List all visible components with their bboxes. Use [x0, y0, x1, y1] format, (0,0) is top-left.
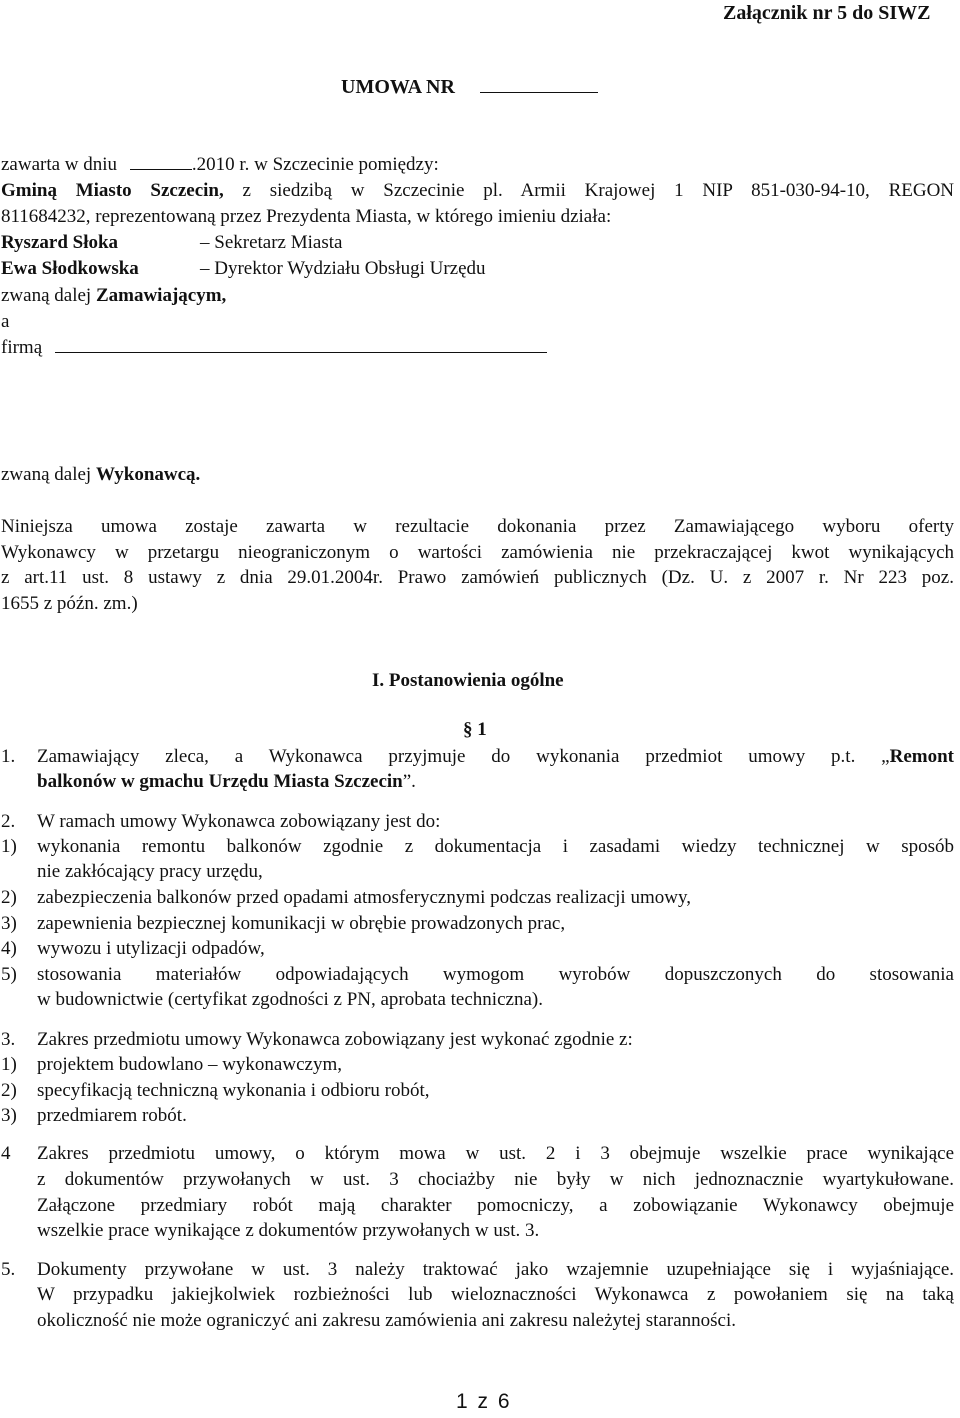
- list-item-number: 2): [1, 1080, 17, 1101]
- point-3-text: Zakres przedmiotu umowy Wykonawca zobowiązany jest wykonać zgodnie z:: [37, 1029, 633, 1050]
- list-item-number: 1): [1, 836, 17, 857]
- point-1-text: Zamawiający zleca, a Wykonawca przyjmuje do wykonania przedmiot umowy p.t. „Remont: [37, 746, 954, 767]
- list-item: wywozu i utylizacji odpadów,: [37, 938, 265, 959]
- subject-title: balkonów w gmachu Urzędu Miasta Szczecin: [37, 771, 403, 792]
- point-1-line: [37, 746, 954, 768]
- point-4-number: 4: [1, 1143, 11, 1164]
- representative-1-name: Ryszard Słoka: [1, 232, 119, 253]
- point-5-line: W przypadku jakiejkolwiek rozbieżności lub wieloznaczności Wykonawca z powołaniem się na taką: [37, 1284, 954, 1305]
- intro-line: 1655 z późn. zm.): [1, 593, 138, 614]
- intro-line: z art.11 ust. 8 ustawy z dnia 29.01.2004r. Prawo zamówień publicznych (Dz. U. z 2007 r. Nr 223 poz.: [1, 567, 954, 588]
- list-item: stosowania materiałów odpowiadających wymogom wyrobów dopuszczonych do stosowania: [37, 964, 954, 985]
- and-word: a: [1, 311, 10, 332]
- paragraph-symbol: § 1: [463, 719, 487, 740]
- list-item: zabezpieczenia balkonów przed opadami atmosferycznymi podczas realizacji umowy,: [37, 887, 691, 908]
- ordering-party-term: Zamawiającym,: [95, 285, 227, 306]
- regon-line: 811684232, reprezentowaną przez Prezydenta Miasta, w którego imieniu działa:: [1, 206, 612, 227]
- contract-date-line: [1, 154, 439, 176]
- contract-number-blank: [480, 91, 598, 93]
- called-prefix-a: zwaną dalej: [1, 285, 92, 306]
- subject-title-start: Remont: [889, 746, 954, 767]
- list-item-number: 4): [1, 938, 17, 959]
- called-prefix-b: zwaną dalej: [1, 464, 92, 485]
- list-item: projektem budowlano – wykonawczym,: [37, 1054, 342, 1075]
- gmina-name: Gminą Miasto Szczecin,: [1, 180, 224, 201]
- point-4-line: wszelkie prace wynikające z dokumentów przywołanych w ust. 3.: [37, 1220, 540, 1241]
- point-4-line: Zakres przedmiotu umowy, o którym mowa w ust. 2 i 3 obejmuje wszelkie prace wynikające: [37, 1143, 954, 1164]
- contract-title-text: UMOWA NR: [341, 76, 455, 98]
- page-number: 1 z 6: [456, 1390, 512, 1413]
- point-3-number: 3.: [1, 1029, 16, 1050]
- list-item: wykonania remontu balkonów zgodnie z dokumentacja i zasadami wiedzy technicznej w sposób: [37, 836, 954, 857]
- subject-title-end: ”.: [402, 771, 416, 792]
- list-item: specyfikacją techniczną wykonania i odbioru robót,: [37, 1080, 430, 1101]
- firm-label: firmą: [1, 337, 43, 358]
- representative-1-role: – Sekretarz Miasta: [200, 232, 343, 253]
- list-item-number: 2): [1, 887, 17, 908]
- point-5-line: Dokumenty przywołane w ust. 3 należy traktować jako wzajemnie uzupełniające się i wyjaśniające.: [37, 1259, 954, 1280]
- point-1-number: 1.: [1, 746, 16, 767]
- firm-line: [1, 337, 547, 359]
- list-item-cont: w budownictwie (certyfikat zgodności z PN, aprobata techniczna).: [37, 989, 543, 1010]
- ordering-party-line: [1, 285, 226, 307]
- list-item-number: 3): [1, 913, 17, 934]
- date-prefix: zawarta w dniu: [1, 154, 118, 175]
- attachment-label: Załącznik nr 5 do SIWZ: [723, 2, 931, 24]
- section-heading: I. Postanowienia ogólne: [372, 670, 564, 691]
- representative-2-name: Ewa Słodkowska: [1, 258, 139, 279]
- intro-line: Niniejsza umowa zostaje zawarta w rezultacie dokonania przez Zamawiającego wyboru oferty: [1, 516, 954, 537]
- contractor-line: [1, 464, 200, 486]
- date-blank: [130, 168, 192, 170]
- contractor-term: Wykonawcą.: [95, 464, 201, 485]
- list-item: zapewnienia bezpiecznej komunikacji w obrębie prowadzonych prac,: [37, 913, 566, 934]
- point-5-number: 5.: [1, 1259, 16, 1280]
- representative-2-role: – Dyrektor Wydziału Obsługi Urzędu: [200, 258, 486, 279]
- gmina-address: z siedzibą w Szczecinie pl. Armii Krajowej 1 NIP 851-030-94-10, REGON: [242, 180, 954, 201]
- point-5-line: okoliczność nie może ograniczyć ani zakresu zamówienia ani zakresu należytej staranności.: [37, 1310, 736, 1331]
- point-1-line2: [37, 771, 416, 793]
- list-item-number: 5): [1, 964, 17, 985]
- list-item-number: 3): [1, 1105, 17, 1126]
- list-item-number: 1): [1, 1054, 17, 1075]
- point-4-line: Załączone przedmiary robót mają charakter pomocniczy, a zobowiązanie Wykonawcy obejmuje: [37, 1195, 954, 1216]
- point-4-line: z dokumentów przywołanych w ust. 3 chociażby nie były w nich jednoznacznie wyartykułowane.: [37, 1169, 954, 1190]
- contract-title: [341, 76, 598, 99]
- firm-name-blank: [55, 351, 547, 353]
- list-item: przedmiarem robót.: [37, 1105, 187, 1126]
- point-2-text: W ramach umowy Wykonawca zobowiązany jest do:: [37, 811, 441, 832]
- gmina-line: [1, 180, 954, 202]
- point-2-number: 2.: [1, 811, 16, 832]
- list-item-cont: nie zakłócający pracy urzędu,: [37, 861, 263, 882]
- date-suffix: .2010 r. w Szczecinie pomiędzy:: [191, 154, 439, 175]
- intro-line: Wykonawcy w przetargu nieograniczonym o wartości zamówienia nie przekraczającej kwot wynikających: [1, 542, 954, 563]
